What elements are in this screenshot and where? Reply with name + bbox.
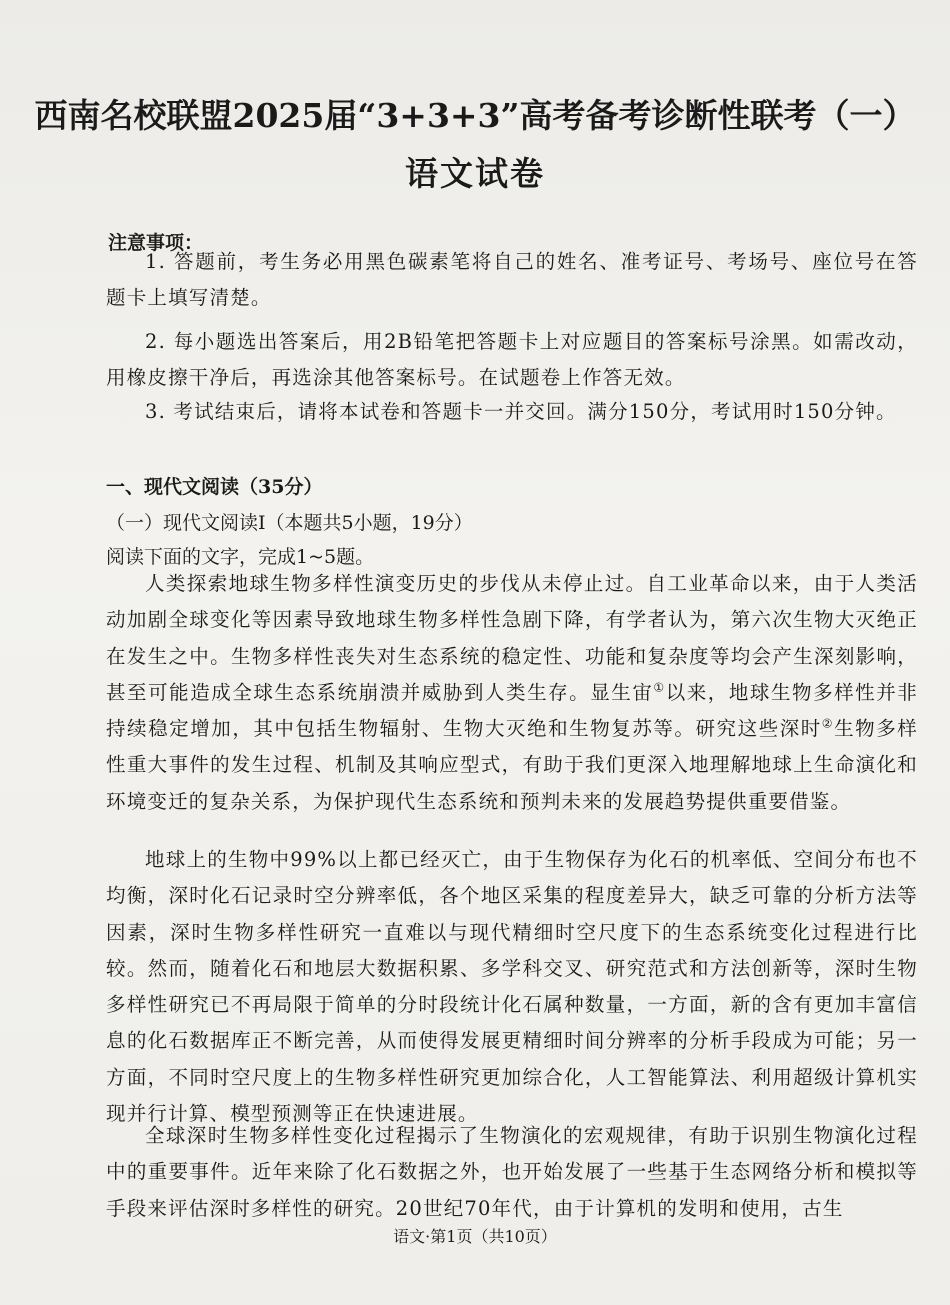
notice-heading: 注意事项：: [108, 232, 204, 254]
notice-item-2: 2. 每小题选出答案后，用2B铅笔把答题卡上对应题目的答案标号涂黑。如需改动，用橡皮擦干净后，再选涂其他答案标号。在试题卷上作答无效。: [106, 330, 918, 390]
exam-subtitle: 语文试卷: [405, 154, 545, 193]
passage-p1-part-c: 生物多样性重大事件的发生过程、机制及其响应型式，有助于我们更深入地理解地球上生命演化和环境变迁的复杂关系，为保护现代生态系统和预判未来的发展趋势提供重要借鉴。: [106, 717, 918, 813]
passage-p1-part-b: 以来，地球生物多样性并非持续稳定增加，其中包括生物辐射、生物大灭绝和生物复苏等。研究这些深时: [106, 680, 918, 741]
notice-item-3: 3. 考试结束后，请将本试卷和答题卡一并交回。满分150分，考试用时150分钟。: [145, 400, 897, 423]
footnote-marker-2: ②: [821, 716, 835, 731]
page-footer: 语文·第1页（共10页）: [393, 1227, 557, 1246]
reading-instruction: 阅读下面的文字，完成1~5题。: [106, 546, 375, 568]
footnote-marker-1: ①: [653, 680, 666, 695]
exam-title: 西南名校联盟2025届“3+3+3”高考备考诊断性联考（一）: [34, 96, 916, 135]
passage-paragraph-3: 全球深时生物多样性变化过程揭示了生物演化的宏观规律，有助于识别生物演化过程中的重要事件。近年来除了化石数据之外，也开始发展了一些基于生态网络分析和模拟等手段来评估深时多样性的研究。20世纪70年代，由于计算机的发明和使用，古生: [106, 1124, 918, 1220]
passage-paragraph-1: [106, 566, 918, 820]
subsection-heading: （一）现代文阅读Ⅰ（本题共5小题，19分）: [106, 512, 473, 534]
notice-item-1: 1. 答题前，考生务必用黑色碳素笔将自己的姓名、准考证号、考场号、座位号在答题卡上填写清楚。: [106, 250, 918, 310]
passage-p1-part-a: 人类探索地球生物多样性演变历史的步伐从未停止过。自工业革命以来，由于人类活动加剧全球变化等因素导致地球生物多样性急剧下降，有学者认为，第六次生物大灭绝正在发生之中。生物多样性丧失对生态系统的稳定性、功能和复杂度等均会产生深刻影响，甚至可能造成全球生态系统崩溃并威胁到人类生存。显生宙: [106, 572, 918, 704]
passage-paragraph-2: 地球上的生物中99%以上都已经灭亡，由于生物保存为化石的机率低、空间分布也不均衡，深时化石记录时空分辨率低，各个地区采集的程度差异大，缺乏可靠的分析方法等因素，深时生物多样性研究一直难以与现代精细时空尺度下的生态系统变化过程进行比较。然而，随着化石和地层大数据积累、多学科交叉、研究范式和方法创新等，深时生物多样性研究已不再局限于简单的分时段统计化石属种数量，一方面，新的含有更加丰富信息的化石数据库正不断完善，从而使得发展更精细时间分辨率的分析手段成为可能；另一方面，不同时空尺度上的生物多样性研究更加综合化，人工智能算法、利用超级计算机实现并行计算、模型预测等正在快速进展。: [106, 848, 918, 1126]
section-heading: 一、现代文阅读（35分）: [106, 476, 323, 498]
